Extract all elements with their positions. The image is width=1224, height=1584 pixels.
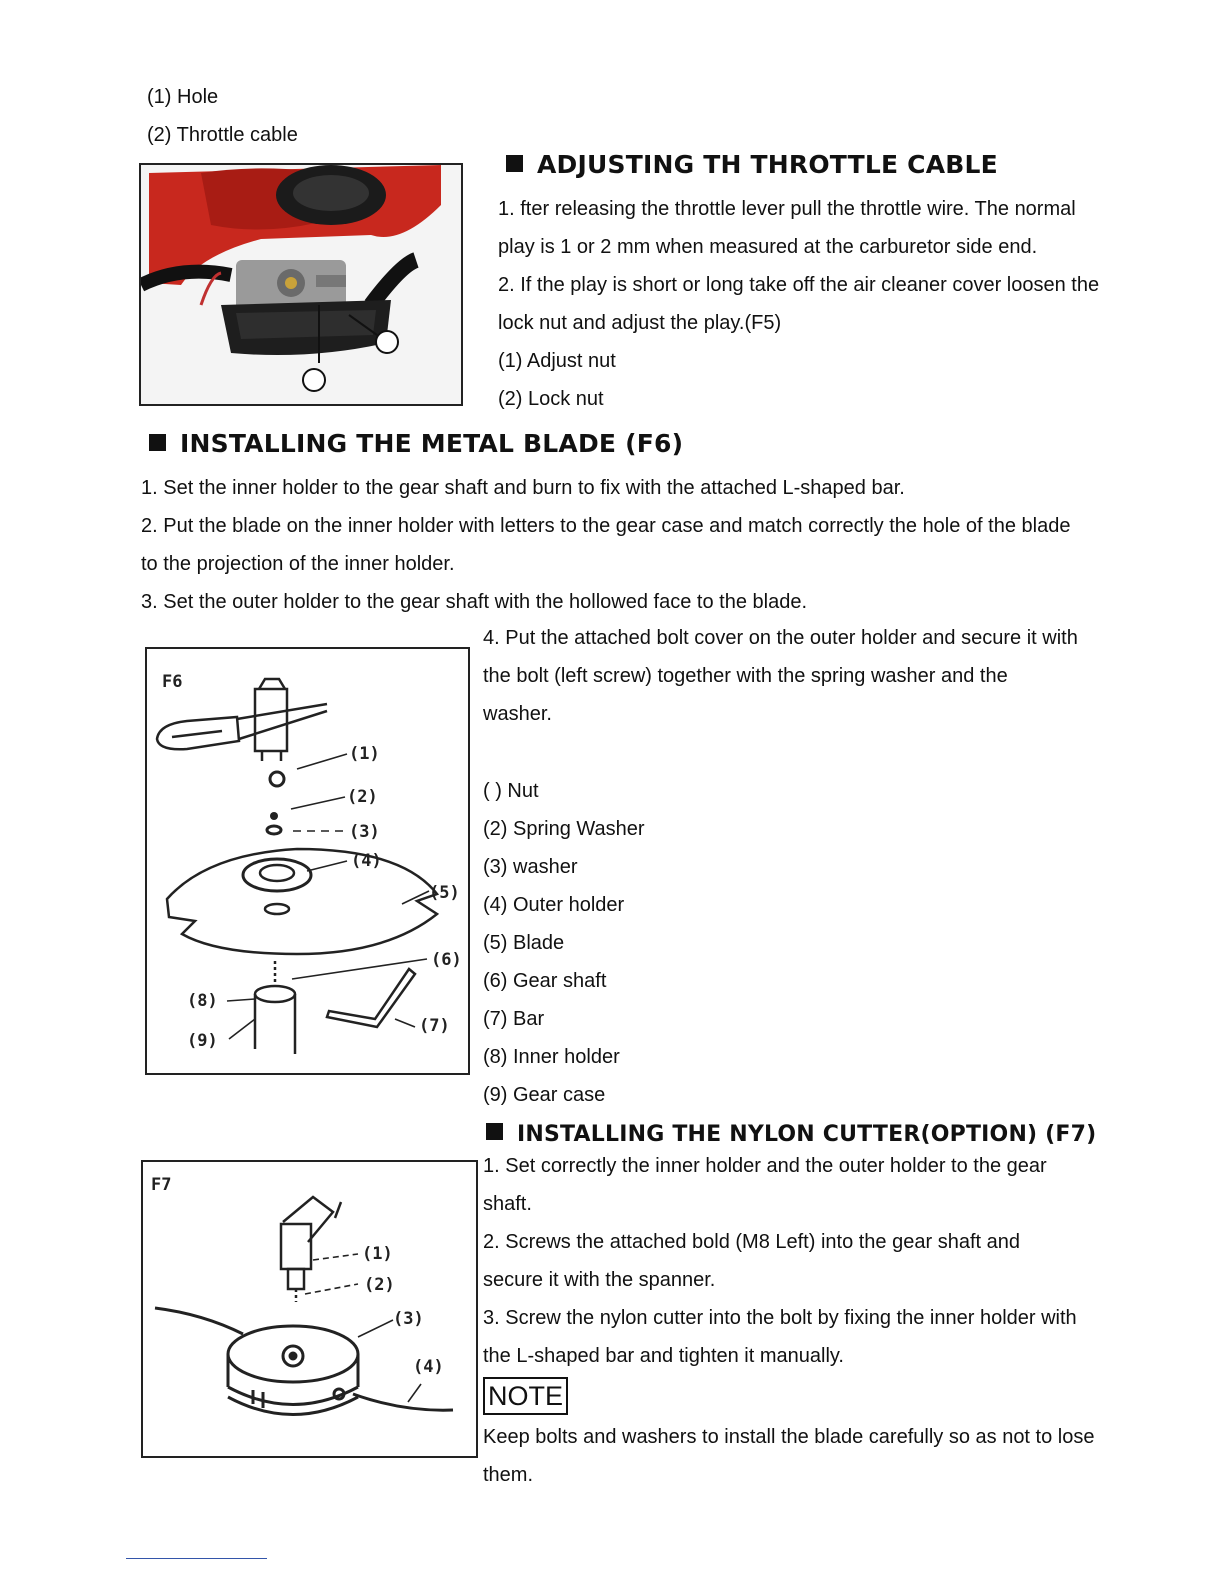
figure-f7: [141, 1160, 478, 1458]
throttle-line: play is 1 or 2 mm when measured at the carburetor side end.: [498, 236, 1038, 258]
part-item: (5) Blade: [483, 932, 565, 954]
nylon-line: shaft.: [483, 1193, 532, 1215]
svg-text:(3): (3): [393, 1309, 424, 1329]
throttle-cable-label: (2) Throttle cable: [147, 124, 298, 146]
blade-line: to the projection of the inner holder.: [141, 553, 455, 575]
hole-label: (1) Hole: [147, 86, 219, 108]
svg-text:(9): (9): [187, 1031, 218, 1051]
blade-title-text: INSTALLING THE METAL BLADE (F6): [180, 429, 684, 458]
note-text: [483, 1418, 1094, 1494]
footer-rule: [126, 1558, 267, 1559]
nylon-line: the L-shaped bar and tighten it manually.: [483, 1345, 844, 1367]
section-title-nylon-cutter: [486, 1122, 1096, 1147]
svg-text:(2): (2): [364, 1275, 395, 1295]
nylon-instructions: [483, 1147, 1077, 1375]
note-line: Keep bolts and washers to install the blade carefully so as not to lose: [483, 1426, 1095, 1448]
part-item: (4) Outer holder: [483, 894, 625, 916]
blade-side-line: 4. Put the attached bolt cover on the outer holder and secure it with: [483, 627, 1078, 649]
svg-text:(8): (8): [187, 991, 218, 1011]
svg-text:(1): (1): [349, 744, 380, 764]
blade-side-instructions: [483, 619, 1078, 733]
nylon-cutter-diagram: [143, 1162, 476, 1456]
section-title-throttle: [506, 150, 998, 179]
throttle-line: 2. If the play is short or long take off the air cleaner cover loosen the: [498, 274, 1100, 296]
svg-text:(1): (1): [362, 1244, 393, 1264]
throttle-line: 1. fter releasing the throttle lever pull the throttle wire. The normal: [498, 198, 1076, 220]
blade-side-line: the bolt (left screw) together with the spring washer and the: [483, 665, 1008, 687]
throttle-line: lock nut and adjust the play.(F5): [498, 312, 782, 334]
blade-assembly-diagram: [147, 649, 468, 1073]
blade-line: 2. Put the blade on the inner holder with letters to the gear case and match correctly the hole of the blade: [141, 515, 1071, 537]
svg-text:(7): (7): [419, 1016, 450, 1036]
throttle-instructions: [498, 190, 1099, 418]
blade-line: 1. Set the inner holder to the gear shaft and burn to fix with the attached L-shaped bar.: [141, 477, 905, 499]
throttle-line: (2) Lock nut: [498, 388, 604, 410]
blade-instructions: [141, 469, 1070, 621]
section-title-metal-blade: [149, 429, 683, 458]
note-label: [483, 1377, 568, 1415]
square-bullet-icon: [486, 1123, 503, 1140]
note-badge: NOTE: [483, 1377, 568, 1415]
note-line: them.: [483, 1464, 534, 1486]
nylon-line: 1. Set correctly the inner holder and the outer holder to the gear: [483, 1155, 1047, 1177]
nylon-line: 2. Screws the attached bold (M8 Left) into the gear shaft and: [483, 1231, 1020, 1253]
figure-f6: [145, 647, 470, 1075]
throttle-line: (1) Adjust nut: [498, 350, 616, 372]
part-item: ( ) Nut: [483, 780, 539, 802]
square-bullet-icon: [149, 434, 166, 451]
svg-text:(4): (4): [413, 1357, 444, 1377]
nylon-line: secure it with the spanner.: [483, 1269, 716, 1291]
blade-side-line: washer.: [483, 703, 552, 725]
part-item: (6) Gear shaft: [483, 970, 607, 992]
svg-text:(3): (3): [349, 822, 380, 842]
carburetor-photo: [139, 163, 463, 406]
part-item: (3) washer: [483, 856, 578, 878]
square-bullet-icon: [506, 155, 523, 172]
svg-text:(5): (5): [429, 883, 460, 903]
bolt-icon: [281, 1197, 341, 1302]
svg-text:(6): (6): [431, 950, 462, 970]
part-item: (8) Inner holder: [483, 1046, 620, 1068]
wrench-icon: [157, 679, 327, 761]
blade-line: 3. Set the outer holder to the gear shaft with the hollowed face to the blade.: [141, 591, 807, 613]
part-item: (9) Gear case: [483, 1084, 606, 1106]
blade-parts-list: [483, 772, 645, 1114]
part-item: (2) Spring Washer: [483, 818, 645, 840]
part-item: (7) Bar: [483, 1008, 545, 1030]
f6-label: F6: [162, 672, 183, 692]
carburetor-illustration: [141, 165, 461, 404]
svg-text:(4): (4): [351, 851, 382, 871]
throttle-title-text: ADJUSTING TH THROTTLE CABLE: [537, 150, 998, 179]
nylon-title-text: INSTALLING THE NYLON CUTTER(OPTION) (F7): [517, 1122, 1097, 1147]
nylon-line: 3. Screw the nylon cutter into the bolt by fixing the inner holder with: [483, 1307, 1077, 1329]
svg-text:(2): (2): [347, 787, 378, 807]
f7-label: F7: [151, 1175, 172, 1195]
